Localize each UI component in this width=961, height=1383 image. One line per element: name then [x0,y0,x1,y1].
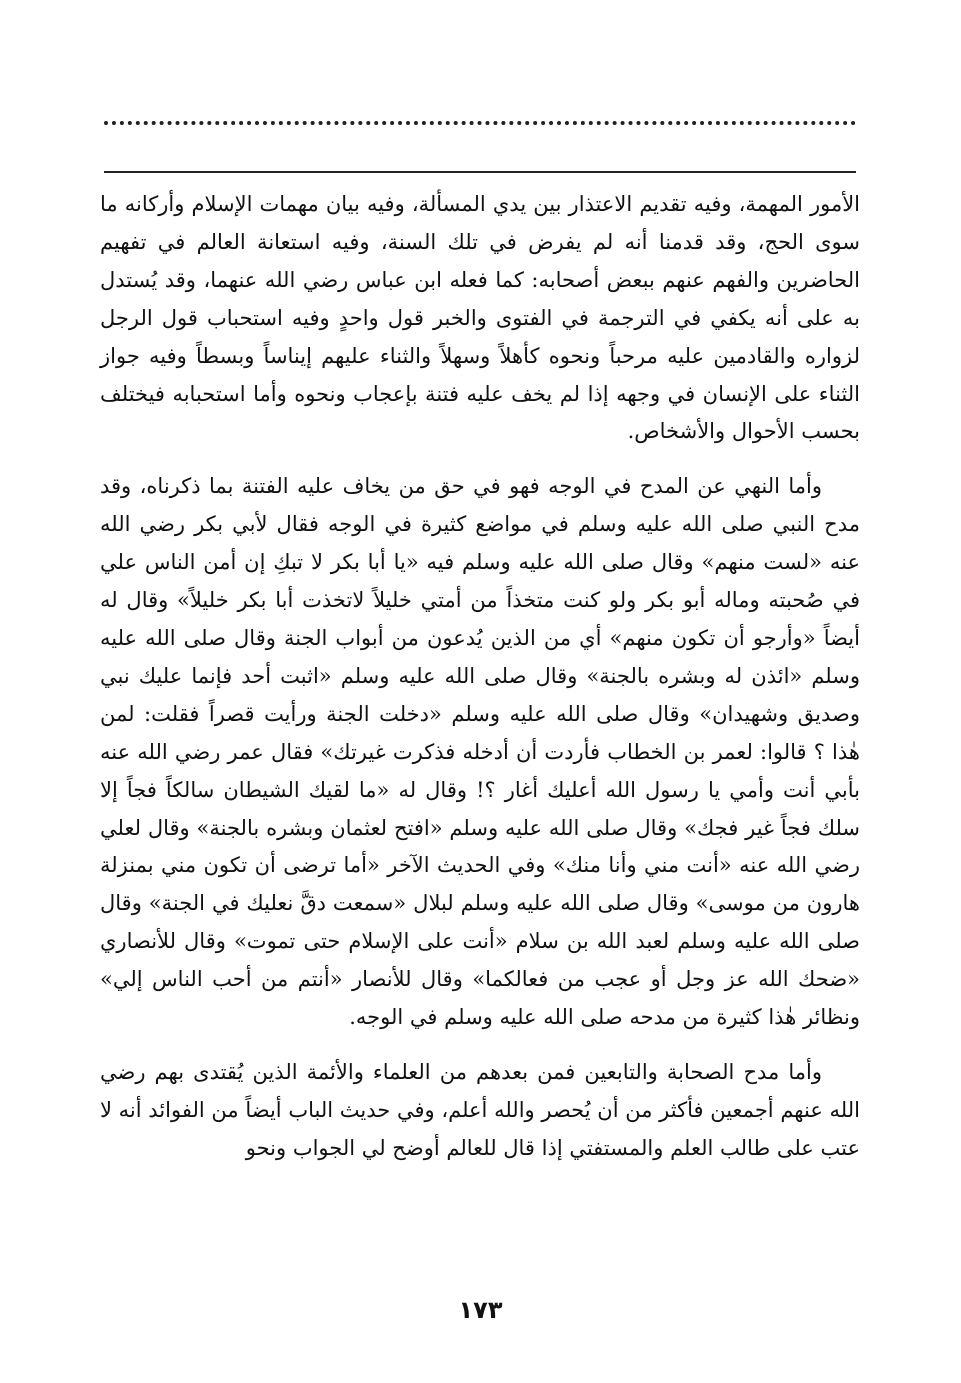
dotted-separator [104,121,856,125]
paragraph-2: وأما النهي عن المدح في الوجه فهو في حق من يخاف عليه الفتنة بما ذكرناه، وقد مدح النبي صلى الله عليه وسلم في مواضع كثيرة في الوجه فقال لأبي بكر رضي الله عنه «لست منهم» وقال صلى الله عليه وسلم فيه «يا أبا بكر لا تبكِ إن أمن الناس علي في صُحبته وماله أبو بكر ولو كنت متخذاً من أمتي خليلاً لاتخذت أبا بكر خليلاً» وقال له أيضاً «وأرجو أن تكون منهم» أي من الذين يُدعون من أبواب الجنة وقال صلى الله عليه وسلم «ائذن له وبشره بالجنة» وقال صلى الله عليه وسلم «اثبت أحد فإنما عليك نبي وصديق وشهيدان» وقال صلى الله عليه وسلم «دخلت الجنة ورأيت قصراً فقلت: لمن هٰذا ؟ قالوا: لعمر بن الخطاب فأردت أن أدخله فذكرت غيرتك» فقال عمر رضي الله عنه بأبي أنت وأمي يا رسول الله أعليك أغار ؟! وقال له «ما لقيك الشيطان سالكاً فجاً إلا سلك فجاً غير فجك» وقال صلى الله عليه وسلم «افتح لعثمان وبشره بالجنة» وقال لعلي رضي الله عنه «أنت مني وأنا منك» وفي الحديث الآخر «أما ترضى أن تكون مني بمنزلة هارون من موسى» وقال صلى الله عليه وسلم لبلال «سمعت دقَّ نعليك في الجنة» وقال صلى الله عليه وسلم لعبد الله بن سلام «أنت على الإسلام حتى تموت» وقال للأنصاري «ضحك الله عز وجل أو عجب من فعالكما» وقال للأنصار «أنتم من أحب الناس إلي» ونظائر هٰذا كثيرة من مدحه صلى الله عليه وسلم في الوجه. [100,474,860,1030]
paragraph-1: الأمور المهمة، وفيه تقديم الاعتذار بين يدي المسألة، وفيه بيان مهمات الإسلام وأركانه ما سوى الحج، وقد قدمنا أنه لم يفرض في تلك السنة، وفيه استعانة العالم في تفهيم الحاضرين والفهم عنهم ببعض أصحابه: كما فعله ابن عباس رضي الله عنهما، وقد يُستدل به على أنه يكفي في الترجمة في الفتوى والخبر قول واحدٍ وفيه استحباب قول الرجل لزواره والقادمين عليه مرحباً ونحوه كأهلاً وسهلاً والثناء عليهم إيناساً وبسطاً وفيه جواز الثناء على الإنسان في وجهه إذا لم يخف عليه فتنة بإعجاب ونحوه وأما استحبابه فيختلف بحسب الأحوال والأشخاص. [100,192,860,444]
page-number: ١٧٣ [458,1296,503,1324]
paragraph-3: وأما مدح الصحابة والتابعين فمن بعدهم من العلماء والأئمة الذين يُقتدى بهم رضي الله عنهم أجمعين فأكثر من أن يُحصر والله أعلم، وفي حديث الباب أيضاً من الفوائد أنه لا عتب على طالب العلم والمستفتي إذا قال للعالم أوضح لي الجواب ونحو [100,1059,860,1160]
body-text [100,186,860,1168]
solid-separator [104,171,856,173]
